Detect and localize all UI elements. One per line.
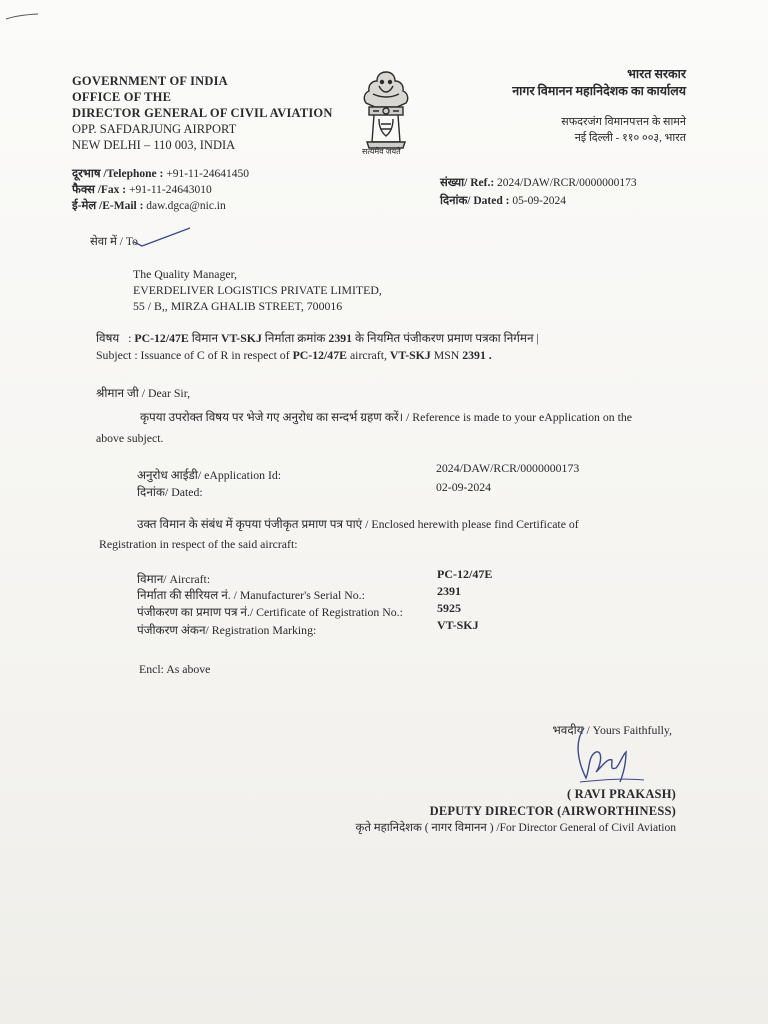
- handwritten-signature: [560, 722, 650, 788]
- aircraft-label: विमान/ Aircraft:: [137, 572, 211, 586]
- cor-value: 5925: [437, 601, 461, 615]
- subject-reg: VT-SKJ: [389, 348, 431, 362]
- header-office: OFFICE OF THE: [72, 90, 172, 104]
- header-address: OPP. SAFDARJUNG AIRPORT: [72, 122, 237, 136]
- addressee-company: EVERDELIVER LOGISTICS PRIVATE LIMITED,: [133, 283, 382, 297]
- tick-mark-icon: [132, 224, 192, 250]
- header-hindi-address: सफदरजंग विमानपत्तन के सामने: [561, 116, 686, 128]
- msn-value: 2391: [437, 584, 461, 598]
- subject-hindi-type: PC-12/47E: [134, 331, 189, 345]
- emblem-motto: सत्यमेव जयते: [362, 147, 401, 156]
- salutation: श्रीमान जी / Dear Sir,: [96, 386, 191, 400]
- subject-mid: aircraft,: [349, 348, 387, 362]
- para2-line2: Registration in respect of the said aircraft:: [99, 537, 298, 551]
- subject-hindi-t3: के नियमित पंजीकरण प्रमाण पत्रका निर्गमन |: [354, 331, 539, 345]
- subject-msn-label: MSN: [433, 348, 460, 362]
- subject-hindi-reg: VT-SKJ: [220, 331, 262, 345]
- subject-hindi: [96, 330, 539, 347]
- signatory-designation: DEPUTY DIRECTOR (AIRWORTHINESS): [429, 804, 676, 818]
- ref-value: 2024/DAW/RCR/0000000173: [497, 177, 637, 189]
- para1-line2: above subject.: [96, 431, 164, 445]
- application-id-label: अनुरोध आईडी/ eApplication Id:: [137, 468, 282, 482]
- cor-label: पंजीकरण का प्रमाण पत्र नं./ Certificate of Registration No.:: [137, 605, 403, 619]
- application-date-value: 02-09-2024: [436, 480, 492, 494]
- signatory-name: ( RAVI PRAKASH): [566, 787, 676, 801]
- corner-mark-icon: [4, 12, 40, 22]
- header-dgca: DIRECTOR GENERAL OF CIVIL AVIATION: [72, 106, 333, 120]
- header-hindi-office: नागर विमानन महानिदेशक का कार्यालय: [512, 84, 686, 98]
- header-govt: GOVERNMENT OF INDIA: [72, 74, 228, 88]
- ref-date-label: दिनांक/ Dated :: [440, 195, 510, 207]
- para1-line1: कृपया उपरोक्त विषय पर भेजे गए अनुरोध का सन्दर्भ ग्रहण करें। / Reference is made to your eApplication on the: [140, 410, 633, 424]
- fax-label: फैक्स /Fax :: [72, 184, 127, 196]
- addressee-title: The Quality Manager,: [133, 267, 238, 281]
- application-date-label: दिनांक/ Dated:: [137, 485, 203, 499]
- fax-value: +91-11-24643010: [129, 184, 212, 196]
- email-value: daw.dgca@nic.in: [146, 200, 226, 212]
- para2-line1: उक्त विमान के संबंध में कृपया पंजीकृत प्रमाण पत्र पाएं / Enclosed herewith please find Certificate of: [137, 517, 579, 531]
- enclosure-note: Encl: As above: [139, 662, 211, 676]
- telephone-label: दूरभाष /Telephone :: [72, 168, 164, 180]
- msn-label: निर्माता की सीरियल नं. / Manufacturer's Serial No.:: [137, 588, 365, 602]
- reg-marking-label: पंजीकरण अंकन/ Registration Marking:: [137, 623, 317, 637]
- subject-hindi-sep: :: [128, 331, 132, 345]
- header-city: NEW DELHI – 110 003, INDIA: [72, 138, 236, 152]
- subject-hindi-msn: 2391: [328, 331, 353, 345]
- subject-hindi-label: विषय: [96, 331, 120, 345]
- closing-text: भवदीय / Yours Faithfully,: [552, 723, 672, 737]
- on-behalf-text: कृते महानिदेशक ( नागर विमानन ) /For Director General of Civil Aviation: [355, 822, 676, 834]
- header-hindi-govt: भारत सरकार: [627, 67, 686, 81]
- ref-date-line: [440, 193, 566, 208]
- subject-type: PC-12/47E: [292, 348, 347, 362]
- subject-prefix: Subject : Issuance of C of R in respect of: [96, 348, 290, 362]
- fax-line: [72, 182, 212, 197]
- to-label: सेवा में / To: [90, 236, 138, 248]
- aircraft-value: PC-12/47E: [437, 567, 493, 581]
- subject-hindi-t1: विमान: [191, 331, 219, 345]
- subject-english: [96, 347, 492, 364]
- ref-label: संख्या/ Ref.:: [440, 177, 495, 189]
- header-hindi-city: नई दिल्ली - ११० ००३, भारत: [574, 132, 686, 144]
- subject-msn: 2391 .: [462, 348, 492, 362]
- subject-hindi-t2: निर्माता क्रमांक: [264, 331, 326, 345]
- ref-line: [440, 175, 637, 190]
- email-line: [72, 198, 226, 213]
- email-label: ई-मेल /E-Mail :: [72, 200, 144, 212]
- ref-date-value: 05-09-2024: [512, 195, 566, 207]
- telephone-value: +91-11-24641450: [166, 168, 249, 180]
- telephone-line: [72, 166, 249, 181]
- application-id-value: 2024/DAW/RCR/0000000173: [436, 461, 580, 475]
- addressee-address: 55 / B,, MIRZA GHALIB STREET, 700016: [133, 299, 343, 313]
- reg-marking-value: VT-SKJ: [437, 618, 479, 632]
